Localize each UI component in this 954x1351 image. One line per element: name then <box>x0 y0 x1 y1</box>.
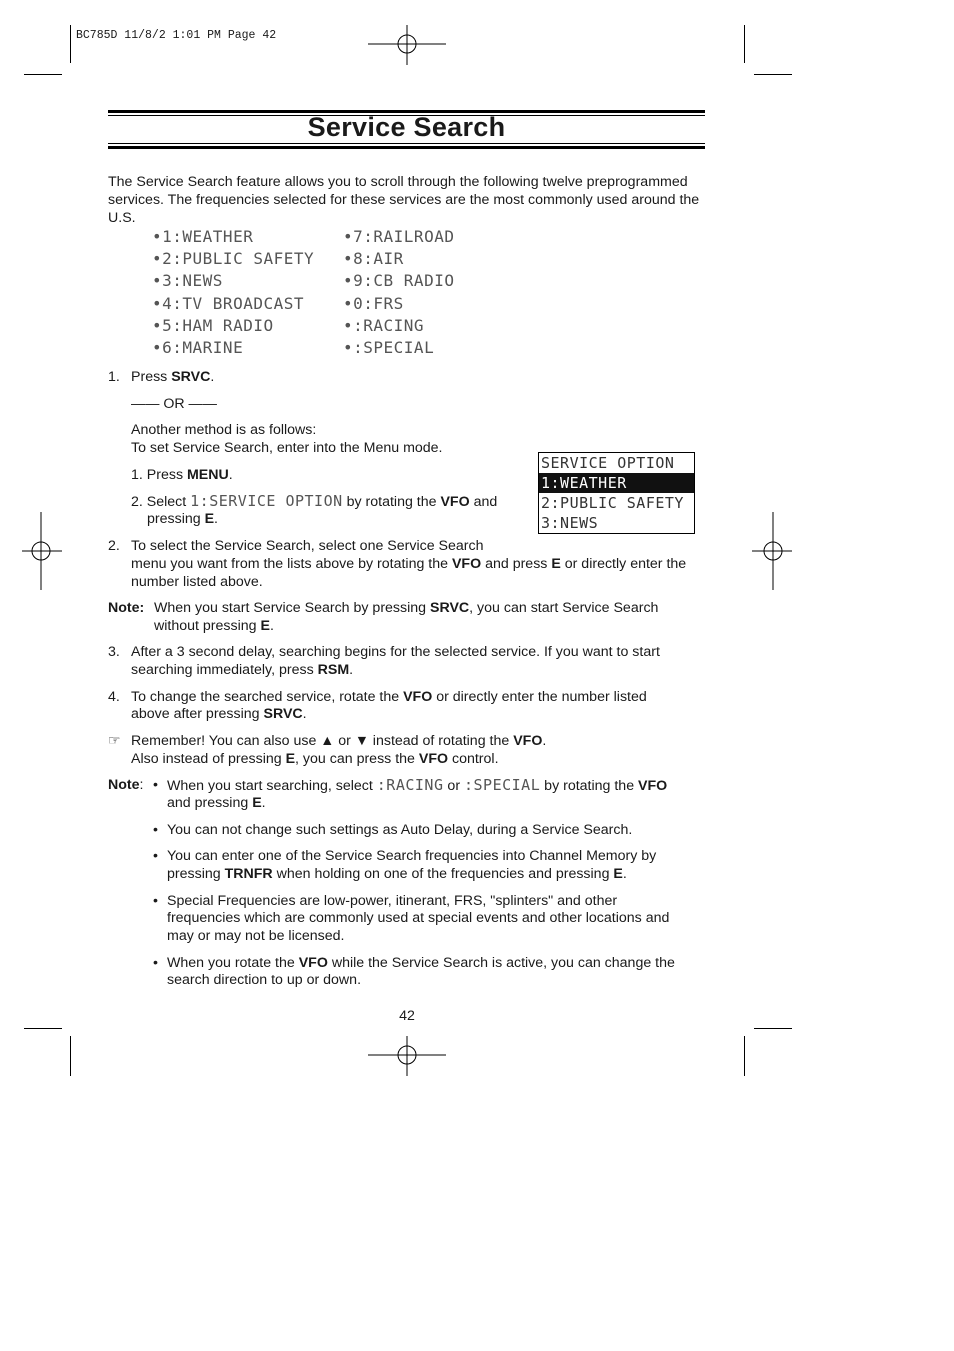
remember-line1: Remember! You can also use ▲ or ▼ instead of rotating the VFO. <box>131 733 547 749</box>
print-slug: BC785D 11/8/2 1:01 PM Page 42 <box>76 29 277 42</box>
remember-line2: Also instead of pressing E, you can press the VFO control. <box>131 751 499 767</box>
note-label: Note: <box>108 600 145 616</box>
note-2-bullet-4-line1: Special Frequencies are low-power, itinerant, FRS, "splinters" and other <box>167 893 618 909</box>
step-2-line1: To select the Service Search, select one Service Search <box>131 538 484 554</box>
page-title: Service Search <box>307 112 506 142</box>
title-rule <box>108 146 705 149</box>
bullet-icon: • <box>153 777 158 793</box>
step-3-line1: After a 3 second delay, searching begins for the selected service. If you want to start <box>131 644 660 660</box>
list-item: •7:RAILROAD <box>343 227 455 246</box>
list-item: •:SPECIAL <box>343 338 435 358</box>
alt-substep-1: 1. Press MENU. <box>131 467 233 483</box>
service-list-left <box>152 226 314 359</box>
step-2-line2: menu you want from the lists above by rotating the VFO and press E or directly enter the <box>131 556 687 572</box>
list-item: •3:NEWS <box>152 271 223 291</box>
lcd-line: 3:NEWS <box>541 514 599 532</box>
note-2-bullet-5-line1: When you rotate the VFO while the Service Search is active, you can change the <box>167 955 675 971</box>
list-item: •5:HAM RADIO <box>152 315 274 335</box>
intro-paragraph: The Service Search feature allows you to scroll through the following twelve preprogrammed services. The frequencies selected for these services are the most commonly used around the U.S. <box>108 174 700 226</box>
step-4-line2: above after pressing SRVC. <box>131 706 307 722</box>
list-item: •6:MARINE <box>152 338 244 358</box>
bullet-icon: • <box>153 893 158 909</box>
step-4-number: 4. <box>108 689 120 705</box>
lcd-line-selected: 1:WEATHER <box>539 473 694 493</box>
step-2-number: 2. <box>108 538 120 554</box>
alt-substep-2: 2. Select 1:SERVICE OPTION by rotating the VFO and <box>131 492 498 510</box>
bullet-icon: • <box>153 848 158 864</box>
pointing-hand-icon: ☞ <box>108 733 121 749</box>
note-2-bullet-5-line2: search direction to up or down. <box>167 972 362 988</box>
note-2-label: Note: <box>108 777 144 793</box>
list-item: •:RACING <box>343 315 425 335</box>
service-list-right <box>343 226 454 359</box>
note-2-bullet-3-line1: You can enter one of the Service Search frequencies into Channel Memory by <box>167 848 657 864</box>
alt-substep-2-cont: pressing E. <box>147 511 218 527</box>
step-3-line2: searching immediately, press RSM. <box>131 662 354 678</box>
note-2-bullet-4-line3: may or may not be licensed. <box>167 928 345 944</box>
alt-method-line2: To set Service Search, enter into the Menu mode. <box>131 440 443 456</box>
lcd-line: 2:PUBLIC SAFETY <box>541 494 684 512</box>
step-3-number: 3. <box>108 644 120 660</box>
note-1-line2: without pressing E. <box>154 618 274 634</box>
registration-mark-icon <box>368 1036 446 1076</box>
crop-mark <box>24 74 62 75</box>
list-item: •8:AIR <box>343 249 404 269</box>
step-1-number: 1. <box>108 369 120 385</box>
registration-mark-icon <box>752 512 792 590</box>
note-2-bullet-3-line2: pressing TRNFR when holding on one of the frequencies and pressing E. <box>167 866 627 882</box>
step-4-line1: To change the searched service, rotate the VFO or directly enter the number listed <box>131 689 647 705</box>
step-1-text: Press SRVC. <box>131 369 215 385</box>
crop-mark <box>754 74 792 75</box>
crop-mark <box>70 25 71 63</box>
registration-mark-icon <box>22 512 62 590</box>
crop-mark <box>70 1036 71 1076</box>
list-item: •1:WEATHER <box>152 227 254 246</box>
title-rule <box>108 143 705 144</box>
list-item: •9:CB RADIO <box>343 271 455 291</box>
list-item: •0:FRS <box>343 293 404 313</box>
note-2-bullet-1-line2: and pressing E. <box>167 795 266 811</box>
crop-mark <box>744 1036 745 1076</box>
bullet-icon: • <box>153 822 158 838</box>
list-item: •4:TV BROADCAST <box>152 293 304 313</box>
alt-method-line1: Another method is as follows: <box>131 422 317 438</box>
lcd-line: SERVICE OPTION <box>541 454 675 472</box>
note-2-bullet-4-line2: frequencies which are commonly used at special events and other locations and <box>167 910 670 926</box>
or-divider: —— OR —— <box>131 396 217 412</box>
bullet-icon: • <box>153 955 158 971</box>
step-2-line3: number listed above. <box>131 574 263 590</box>
crop-mark <box>24 1028 62 1029</box>
note-1-line1: When you start Service Search by pressing SRVC, you can start Service Search <box>154 600 659 616</box>
list-item: •2:PUBLIC SAFETY <box>152 249 315 269</box>
note-2-bullet-2: You can not change such settings as Auto Delay, during a Service Search. <box>167 822 633 838</box>
registration-mark-icon <box>368 25 446 65</box>
note-2-bullet-1-line1: When you start searching, select :RACING or :SPECIAL by rotating the VFO <box>167 776 668 794</box>
crop-mark <box>744 25 745 63</box>
crop-mark <box>754 1028 792 1029</box>
page-number: 42 <box>399 1008 415 1024</box>
lcd-display <box>538 452 695 534</box>
